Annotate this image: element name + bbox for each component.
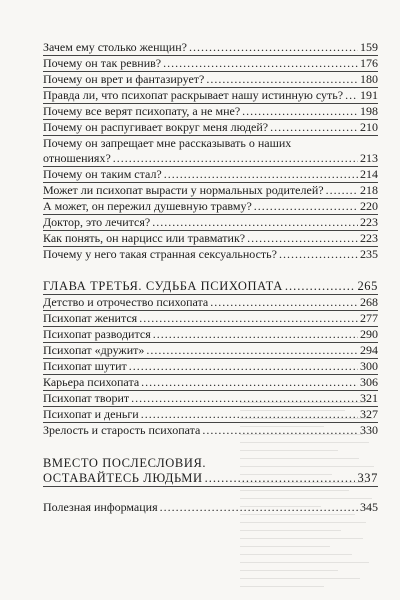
toc-leader-dots	[202, 423, 358, 438]
toc-leader-dots	[160, 500, 358, 515]
toc-entry-page: 235	[360, 247, 378, 261]
toc-entry-page: 306	[360, 375, 378, 389]
toc-entry-title: Детство и отрочество психопата	[43, 295, 209, 309]
toc-entry	[43, 423, 378, 438]
toc-leader-dots	[141, 407, 358, 422]
toc-entry-title: Зрелость и старость психопата	[43, 423, 201, 437]
toc-entry-page: 210	[360, 120, 378, 134]
toc-leader-dots	[131, 391, 358, 406]
toc-entry	[43, 215, 378, 231]
chapter-heading-title: ГЛАВА ТРЕТЬЯ. СУДЬБА ПСИХОПАТА	[43, 279, 283, 293]
toc-entry-page: 220	[360, 199, 378, 213]
toc-entry-title: Психопат шутит	[43, 359, 127, 373]
toc-entry-page: 321	[360, 391, 378, 405]
toc-entry	[43, 295, 378, 311]
toc-entry	[43, 151, 378, 167]
toc-entry-title: Почему он так ревнив?	[43, 56, 162, 70]
toc-entry-page: 268	[360, 295, 378, 309]
toc-entry-title: Психопат и деньги	[43, 407, 139, 421]
toc-entry-title: Почему у него такая странная сексуальность?	[43, 247, 277, 261]
toc-leader-dots	[139, 311, 358, 326]
toc-entry-page: 345	[360, 500, 378, 514]
toc-entry-title-line1: Почему он запрещает мне рассказывать о наших	[43, 136, 292, 150]
toc-entry	[43, 72, 378, 88]
toc-entry	[43, 199, 378, 215]
toc-entry-title: А может, он пережил душевную травму?	[43, 199, 252, 213]
toc-entry-useful-info	[43, 500, 378, 515]
toc-leader-dots	[163, 56, 358, 71]
toc-entry-page: 290	[360, 327, 378, 341]
toc-entry-page: 159	[360, 40, 378, 54]
toc-entry-page: 198	[360, 104, 378, 118]
toc-leader-dots	[254, 199, 358, 214]
toc-entry-title: Почему все верят психопату, а не мне?	[43, 104, 241, 118]
table-of-contents	[43, 40, 378, 515]
toc-entry	[43, 56, 378, 72]
toc-leader-dots	[141, 375, 358, 390]
toc-leader-dots	[164, 167, 358, 182]
toc-entry-page: 330	[360, 423, 378, 437]
toc-entry-title: Карьера психопата	[43, 375, 140, 389]
afterword-page: 337	[357, 471, 378, 485]
toc-leader-dots	[153, 327, 358, 342]
toc-entry-title: Полезная информация	[43, 500, 158, 514]
toc-leader-dots	[270, 120, 358, 135]
toc-entry	[43, 247, 378, 262]
toc-leader-dots	[210, 295, 358, 310]
toc-entry-page: 218	[360, 183, 378, 197]
toc-leader-dots	[326, 183, 358, 198]
toc-entry-title: Почему он врет и фантазирует?	[43, 72, 205, 86]
toc-entry-page: 294	[360, 343, 378, 357]
toc-leader-dots	[113, 151, 358, 166]
toc-leader-dots	[206, 72, 358, 87]
toc-entry-page: 300	[360, 359, 378, 373]
toc-entry	[43, 391, 378, 407]
toc-entry-page: 213	[360, 151, 378, 165]
toc-entry-page: 214	[360, 167, 378, 181]
toc-entry-page: 191	[360, 88, 378, 102]
toc-entry	[43, 407, 378, 423]
toc-entry-title-line2: отношениях?	[43, 151, 111, 165]
toc-entry-title: Психопат «дружит»	[43, 343, 145, 357]
toc-entry-title: Зачем ему столько женщин?	[43, 40, 187, 54]
toc-entry-title: Почему он таким стал?	[43, 167, 162, 181]
toc-leader-dots	[152, 215, 358, 230]
chapter-heading-page: 265	[357, 279, 378, 293]
toc-leader-dots	[146, 343, 358, 358]
toc-entry-title: Психопат женится	[43, 311, 138, 325]
toc-leader-dots	[285, 279, 356, 294]
toc-entry	[43, 167, 378, 183]
toc-leader-dots	[279, 247, 358, 262]
toc-entry	[43, 183, 378, 199]
toc-entry-title: Может ли психопат вырасти у нормальных родителей?	[43, 183, 324, 197]
toc-entry-page: 223	[360, 231, 378, 245]
toc-entry	[43, 327, 378, 343]
toc-entry	[43, 311, 378, 327]
toc-entry-title: Правда ли, что психопат раскрывает нашу истинную суть?	[43, 88, 344, 102]
toc-entry-page: 277	[360, 311, 378, 325]
toc-entry-page: 327	[360, 407, 378, 421]
toc-entry-title: Психопат разводится	[43, 327, 151, 341]
toc-leader-dots	[247, 231, 358, 246]
toc-entry	[43, 40, 378, 56]
toc-entry	[43, 104, 378, 120]
afterword-heading-line2: ОСТАВАЙТЕСЬ ЛЮДЬМИ	[43, 471, 203, 485]
toc-entry-title: Психопат творит	[43, 391, 130, 405]
toc-leader-dots	[242, 104, 358, 119]
toc-entry	[43, 88, 378, 104]
toc-entry-title: Почему он распугивает вокруг меня людей?	[43, 120, 269, 134]
toc-entry-page: 180	[360, 72, 378, 86]
toc-entry	[43, 359, 378, 375]
toc-entry-title: Доктор, это лечится?	[43, 215, 151, 229]
toc-entry-page: 176	[360, 56, 378, 70]
toc-entry	[43, 343, 378, 359]
chapter-heading	[43, 279, 378, 295]
toc-leader-dots	[205, 471, 356, 486]
toc-entry-title: Как понять, он нарцисс или травматик?	[43, 231, 246, 245]
toc-entry	[43, 120, 378, 136]
toc-leader-dots	[345, 88, 358, 103]
afterword-heading	[43, 471, 378, 487]
toc-entry-page: 223	[360, 215, 378, 229]
toc-entry	[43, 375, 378, 391]
afterword-heading-line1: ВМЕСТО ПОСЛЕСЛОВИЯ.	[43, 456, 207, 470]
toc-leader-dots	[129, 359, 358, 374]
toc-leader-dots	[189, 40, 358, 55]
toc-entry	[43, 231, 378, 247]
